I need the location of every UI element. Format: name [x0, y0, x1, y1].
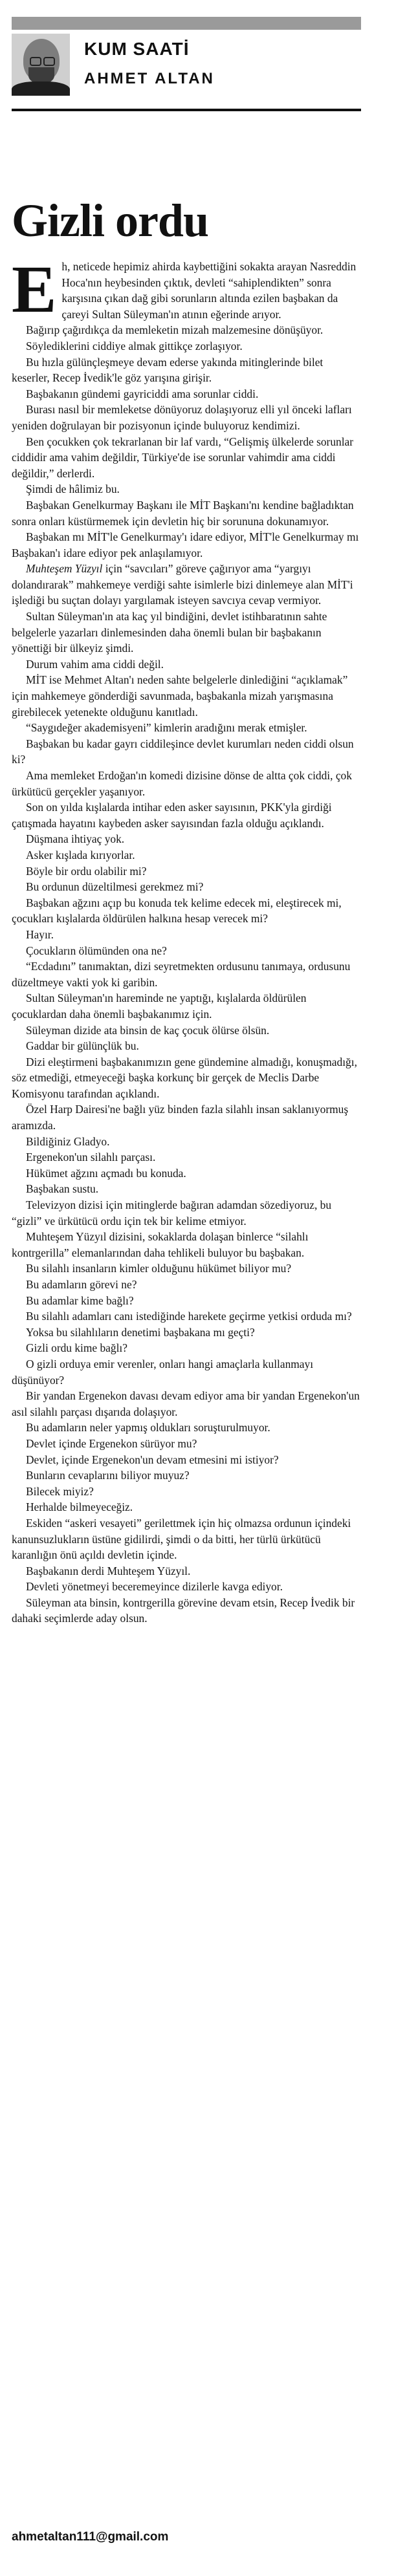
glasses-left-icon: [30, 57, 41, 66]
body-paragraph: Süleyman ata binsin, kontrgerilla görevine devam etsin, Recep İvedik bir dahaki seçimlerde aday olsun.: [12, 1596, 355, 1625]
article-title: Gizli ordu: [12, 195, 209, 246]
shoulders-shape: [12, 81, 70, 96]
body-paragraph: Söylediklerini ciddiye almak gittikçe zorlaşıyor.: [26, 339, 243, 352]
glasses-right-icon: [43, 57, 55, 66]
body-paragraph: Devleti yönetmeyi beceremeyince dizilerle kavga ediyor.: [26, 1580, 283, 1594]
body-paragraph: Başbakan mı MİT'le Genelkurmay'ı idare ediyor, MİT'le Genelkurmay mı Başbakan'ı idare ediyor pek anlaşılamıyor.: [12, 530, 359, 559]
body-paragraph: Süleyman dizide ata binsin de kaç çocuk ölürse ölsün.: [26, 1023, 270, 1037]
body-paragraph: Devlet, içinde Ergenekon'un devam etmesini mi istiyor?: [26, 1453, 279, 1466]
body-paragraph: Bağırıp çağırdıkça da memleketin mizah malzemesine dönüşüyor.: [26, 323, 324, 337]
body-paragraph: Başbakanın gündemi gayriciddi ama sorunlar ciddi.: [26, 387, 259, 400]
body-paragraph: “Saygıdeğer akademisyeni” kimlerin aradığını merak etmişler.: [26, 721, 307, 735]
body-paragraph: Bu ordunun düzeltilmesi gerekmez mi?: [26, 880, 204, 894]
header-gray-bar: [12, 17, 361, 30]
drop-cap: E: [12, 252, 57, 327]
body-paragraph: Bu hızla gülünçleşmeye devam ederse yakında mitinglerinde bilet keserler, Recep İvedik'le göz yarışına girişir.: [12, 355, 324, 385]
body-paragraph: Bu silahlı insanların kimler olduğunu hükümet biliyor mu?: [26, 1262, 292, 1275]
body-paragraph: Başbakan bu kadar gayrı ciddileşince devlet kurumları neden ciddi olsun ki?: [12, 737, 354, 766]
body-paragraph: Devlet içinde Ergenekon sürüyor mu?: [26, 1436, 197, 1450]
body-paragraph: Özel Harp Dairesi'ne bağlı yüz binden fazla silahlı insan saklanıyormuş aramızda.: [12, 1103, 349, 1132]
body-paragraph: Hayır.: [26, 927, 54, 941]
body-paragraph: Başbakan ağzını açıp bu konuda tek kelime edecek mi, eleştirecek mi, çocukları kışlalarda öldürülen halkına hesap verecek mi?: [12, 896, 342, 925]
body-paragraph: Bunların cevaplarını biliyor muyuz?: [26, 1469, 190, 1482]
column-name: KUM SAATİ: [84, 39, 190, 59]
author-block: [12, 34, 361, 96]
author-photo: [12, 34, 70, 96]
body-paragraph: Burası nasıl bir memleketse dönüyoruz dolaşıyoruz elli yıl önceki lafları yeniden doğrulayan bir pozisyonun içinde buluyoruz kendimizi.: [12, 403, 352, 432]
body-paragraph: Başbakanın derdi Muhteşem Yüzyıl.: [26, 1564, 191, 1577]
body-paragraph: Sultan Süleyman'ın ata kaç yıl bindiğini, devlet istihbaratının sahte belgelerle yazarları dinlemesinden daha önemli bulan bir başbakanın yönettiği bir ülkeyiz şimdi.: [12, 610, 327, 655]
body-paragraph: Gizli ordu kime bağlı?: [26, 1341, 127, 1355]
author-email: ahmetaltan111@gmail.com: [12, 2530, 169, 2544]
first-paragraph: [12, 252, 361, 327]
first-paragraph-text: h, neticede hepimiz ahirda kaybettiğini sokakta arayan Nasreddin Hoca'nın heybesinden çıktık, devleti “sahiplendikten” sonra karşısına çıkan dağ gibi sorunların altında ezilen başbakan da çareyi Sultan Süleyman'ın atının eğerinde arıyor.: [61, 260, 357, 321]
body-paragraph: Ama memleket Erdoğan'ın komedi dizisine dönse de altta çok ciddi, çok ürkütücü gerçekler yaşanıyor.: [12, 769, 352, 798]
body-paragraph: Muhteşem Yüzyıl dizisini, sokaklarda dolaşan binlerce “silahlı kontrgerilla” elemanlarından daha tehlikeli buluyor bu başbakan.: [12, 1230, 309, 1259]
body-paragraph: Bu adamların görevi ne?: [26, 1278, 137, 1291]
body-paragraph: Çocukların ölümünden ona ne?: [26, 944, 167, 957]
body-paragraph: Ergenekon'un silahlı parçası.: [26, 1151, 156, 1164]
body-paragraph: Bildiğiniz Gladyo.: [26, 1134, 110, 1148]
body-paragraph: O gizli orduya emir verenler, onları hangi amaçlarla kullanmayı düşünüyor?: [12, 1357, 314, 1387]
body-paragraph: Bu silahlı adamları canı istediğinde harekete geçirme yetkisi orduda mı?: [26, 1310, 352, 1323]
italic-series-name: Muhteşem Yüzyıl: [26, 562, 103, 576]
body-paragraph: Şimdi de hâlimiz bu.: [26, 482, 120, 496]
body-paragraph: Televizyon dizisi için mitinglerde bağıran adamdan sözediyoruz, bu “gizli” ve ürkütücü ordu için tek bir kelime etmiyor.: [12, 1198, 332, 1228]
header-divider: [12, 109, 361, 111]
body-paragraph: Ben çocukken çok tekrarlanan bir laf vardı, “Gelişmiş ülkelerde sorunlar ciddidir ama vahim değildir, Türkiye'de ise sorunlar vahimdir ama ciddi değildir,” derlerdi.: [12, 435, 354, 480]
body-paragraph: “Ecdadını” tanımaktan, dizi seyretmekten ordusunu tanımaya, ordusunu düzeltmeye vakti yok ki garibin.: [12, 960, 351, 989]
body-paragraph: Gaddar bir gülünçlük bu.: [26, 1039, 139, 1053]
body-paragraph: Son on yılda kışlalarda intihar eden asker sayısının, PKK'yla girdiği çatışmada hayatını kaybeden asker sayısından fazla olduğu açıklandı.: [12, 801, 332, 830]
body-paragraph: Yoksa bu silahlıların denetimi başbakana mı geçti?: [26, 1325, 255, 1339]
body-paragraph: Asker kışlada kırıyorlar.: [26, 848, 135, 861]
body-paragraph: Bir yandan Ergenekon davası devam ediyor ama bir yandan Ergenekon'un asıl silahlı parçası dışarıda dolaşıyor.: [12, 1389, 360, 1418]
body-paragraph: Başbakan Genelkurmay Başkanı ile MİT Başkanı'nı kendine bağladıktan sonra onları küstürmemek için devletin hiç bir sorununa dokunamıyor.: [12, 498, 354, 528]
body-paragraph: MİT ise Mehmet Altan'ı neden sahte belgelerle dinlediğini “açıklamak” için mahkemeye gönderdiği savunmada, başbakanla mizah yarışmasına girebilecek yetenekte olduğunu kanıtladı.: [12, 673, 348, 719]
body-paragraph: Durum vahim ama ciddi değil.: [26, 657, 164, 671]
article-body: [12, 252, 361, 1627]
body-paragraph: Sultan Süleyman'ın hareminde ne yaptığı, kışlalarda öldürülen çocuklardan daha önemli başbakanımız için.: [12, 991, 307, 1021]
body-paragraph: Muhteşem Yüzyıl için “savcıları” göreve çağırıyor ama “yargıyı dolandırarak” mahkemeye verdiği sahte isimlerle bizi dinlemeye alan MİT'i işlediği bu suçtan dolayı yargılamak isteyen savcıya cevap vermiyor.: [12, 562, 353, 607]
body-paragraph: Başbakan sustu.: [26, 1182, 99, 1196]
body-paragraph: Herhalde bilmeyeceğiz.: [26, 1500, 133, 1514]
body-paragraph: Düşmana ihtiyaç yok.: [26, 832, 125, 846]
body-paragraph: Hükümet ağzını açmadı bu konuda.: [26, 1166, 186, 1180]
body-paragraph: Dizi eleştirmeni başbakanımızın gene gündemine almadığı, konuşmadığı, söz etmediği, etmeyeceği başka korkunç bir gerçek de Meclis Darbe Komisyonu tarafından açıklandı.: [12, 1055, 357, 1100]
body-paragraph: Bu adamlar kime bağlı?: [26, 1293, 134, 1307]
body-paragraph: Böyle bir ordu olabilir mi?: [26, 864, 147, 878]
author-text: [84, 39, 215, 88]
body-paragraph: Bilecek miyiz?: [26, 1484, 94, 1498]
author-name: AHMET ALTAN: [84, 70, 215, 87]
body-paragraph: Eskiden “askeri vesayeti” gerilettmek için hiç olmazsa ordunun içindeki kanunsuzlukların üstüne gidilirdi, şimdi o da bitti, her türlü ürkütücü karanlığın önü açıldı devletin içinde.: [12, 1516, 351, 1562]
body-paragraph: Bu adamların neler yapmış oldukları soruşturulmuyor.: [26, 1421, 270, 1434]
